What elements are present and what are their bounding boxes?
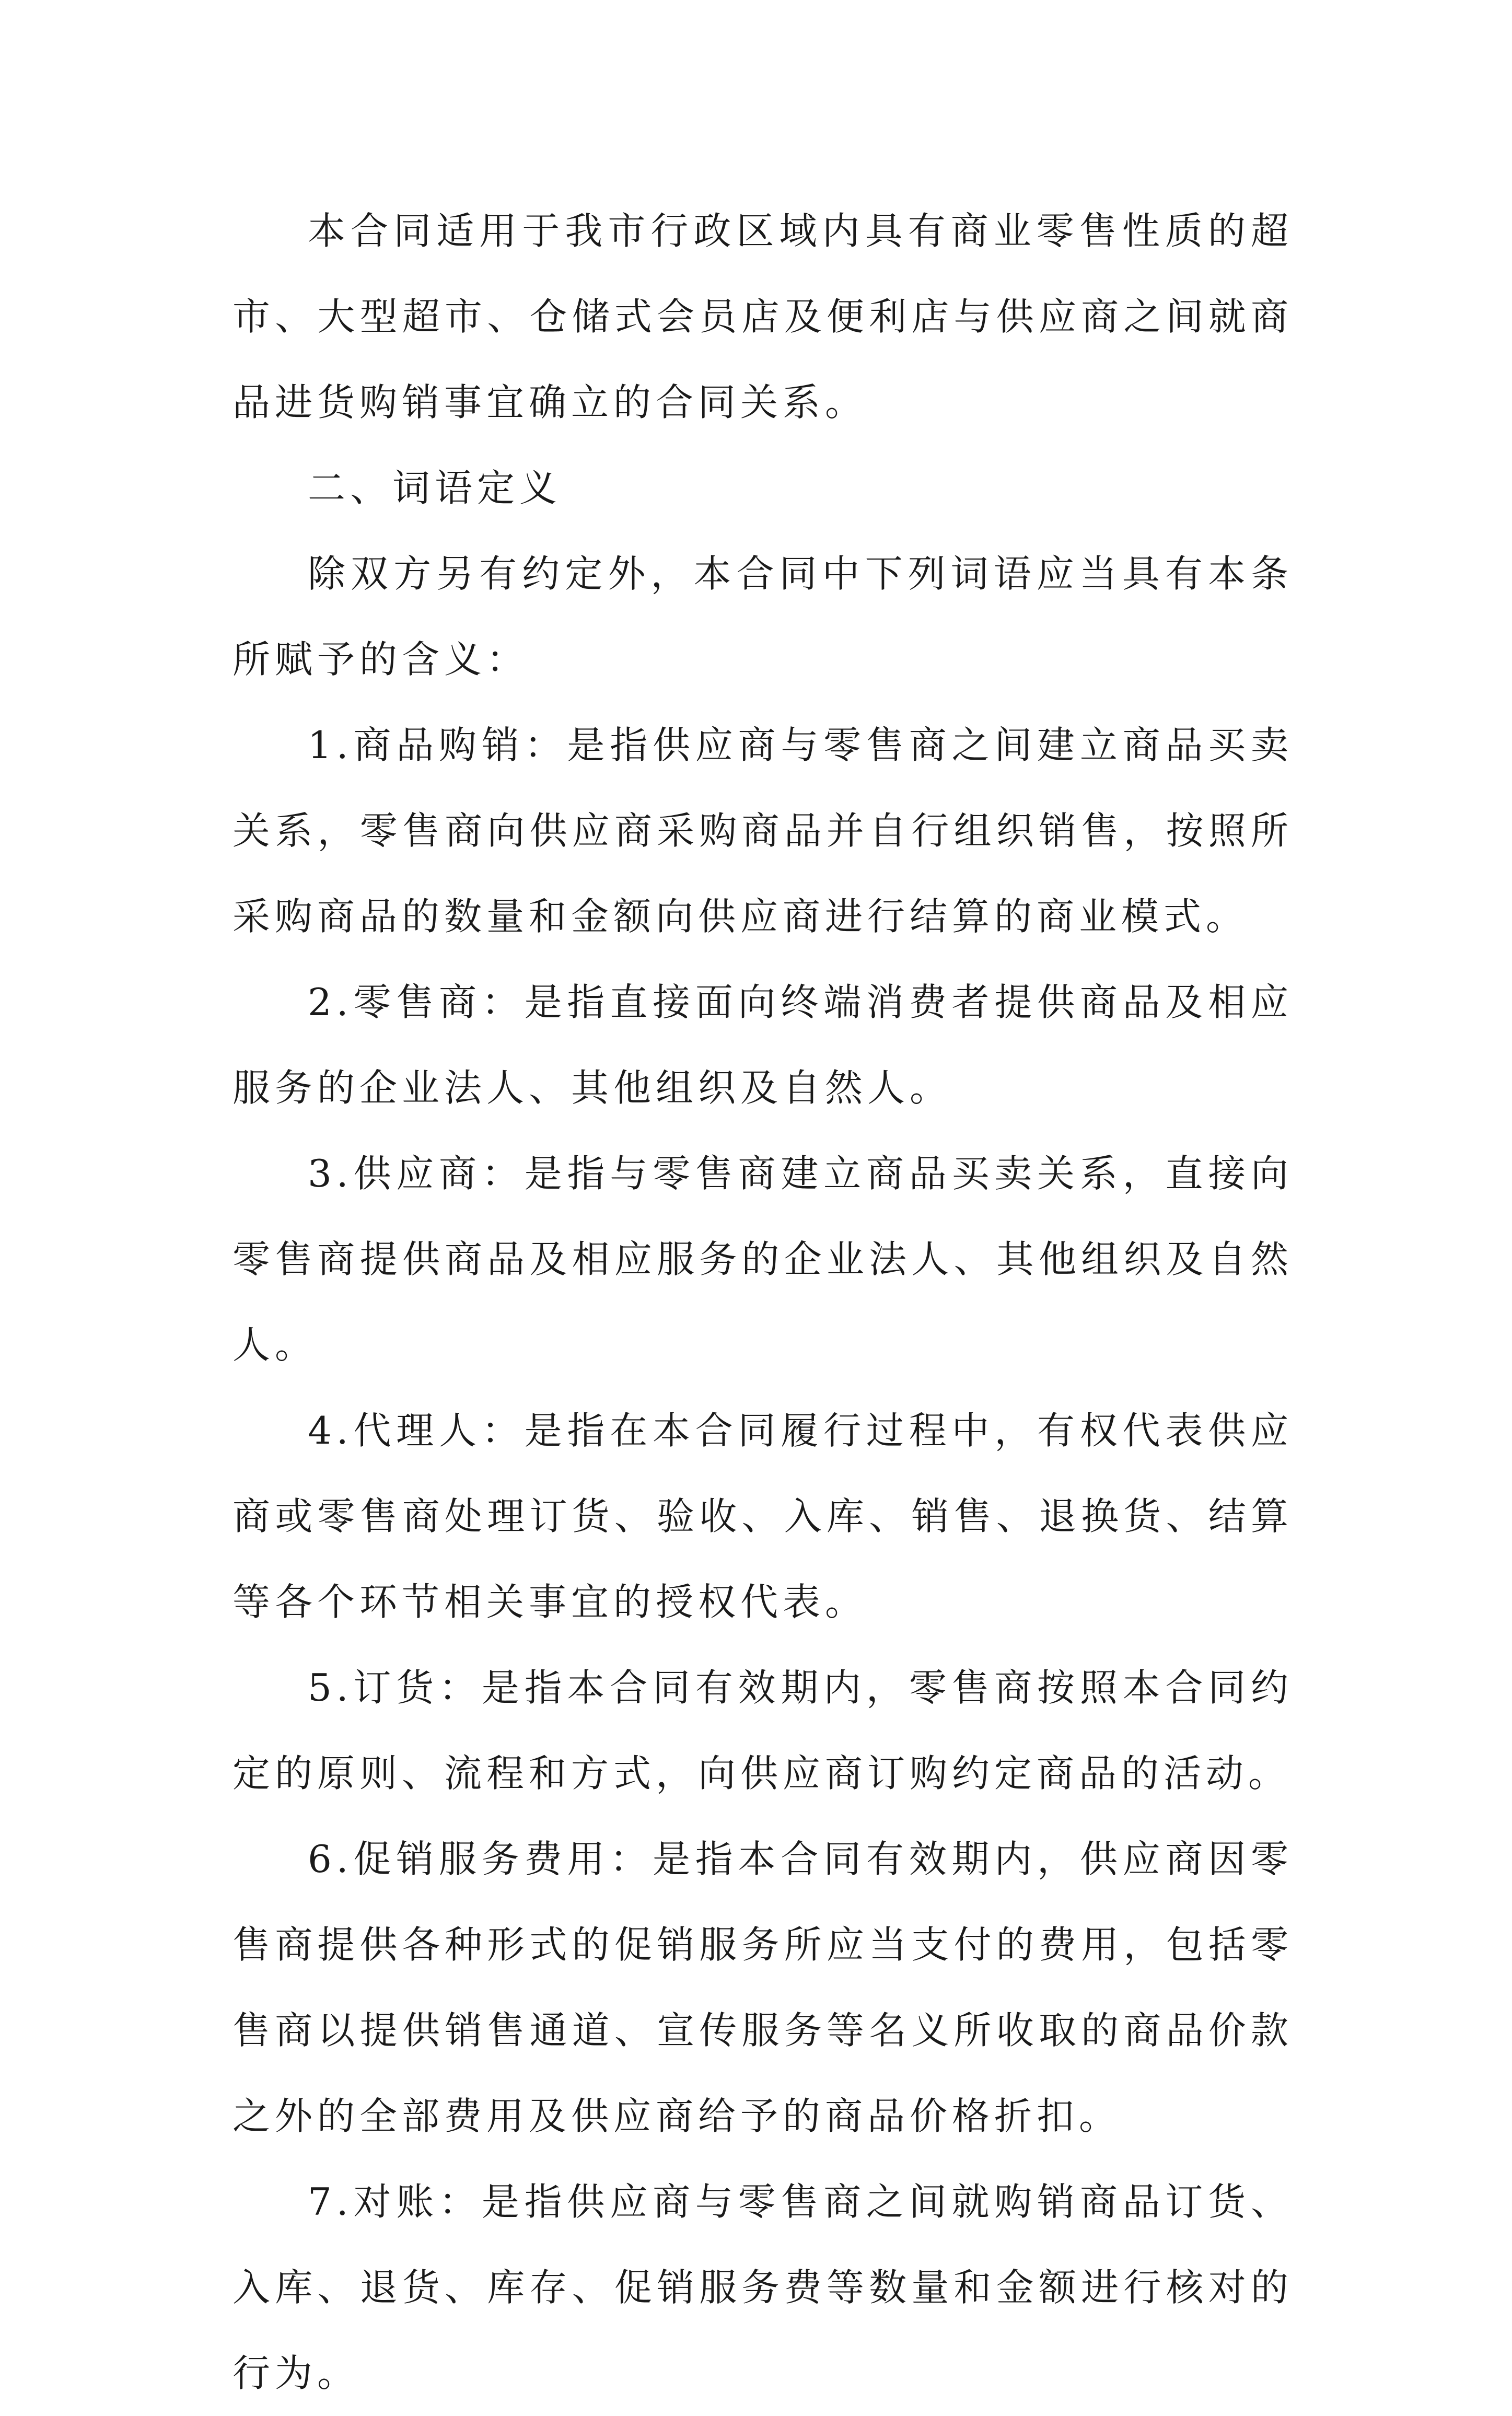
definition-item-4: 4.代理人：是指在本合同履行过程中，有权代表供应商或零售商处理订货、验收、入库、销售、退换货、结算等各个环节相关事宜的授权代表。 (232, 1409, 1293, 1624)
definition-item-6: 6.促销服务费用：是指本合同有效期内，供应商因零售商提供各种形式的促销服务所应当支付的费用，包括零售商以提供销售通道、宣传服务等名义所收取的商品价款之外的全部费用及供应商给予的商品价格折扣。 (232, 1837, 1293, 2138)
definition-item-3: 3.供应商：是指与零售商建立商品买卖关系，直接向零售商提供商品及相应服务的企业法人、其他组织及自然人。 (232, 1152, 1293, 1367)
paragraph-scope: 本合同适用于我市行政区域内具有商业零售性质的超市、大型超市、仓储式会员店及便利店与供应商之间就商品进货购销事宜确立的合同关系。 (232, 209, 1293, 424)
paragraph-definitions-intro: 除双方另有约定外，本合同中下列词语应当具有本条所赋予的含义： (232, 552, 1293, 681)
section-heading-definitions: 二、词语定义 (308, 466, 562, 510)
definition-item-7: 7.对账：是指供应商与零售商之间就购销商品订货、入库、退货、库存、促销服务费等数量和金额进行核对的行为。 (232, 2180, 1293, 2395)
definition-item-5: 5.订货：是指本合同有效期内，零售商按照本合同约定的原则、流程和方式，向供应商订购约定商品的活动。 (232, 1666, 1293, 1795)
definition-item-1: 1.商品购销：是指供应商与零售商之间建立商品买卖关系，零售商向供应商采购商品并自行组织销售，按照所采购商品的数量和金额向供应商进行结算的商业模式。 (232, 723, 1293, 938)
document-body (232, 188, 1293, 2416)
definition-item-2: 2.零售商：是指直接面向终端消费者提供商品及相应服务的企业法人、其他组织及自然人。 (232, 980, 1293, 1110)
